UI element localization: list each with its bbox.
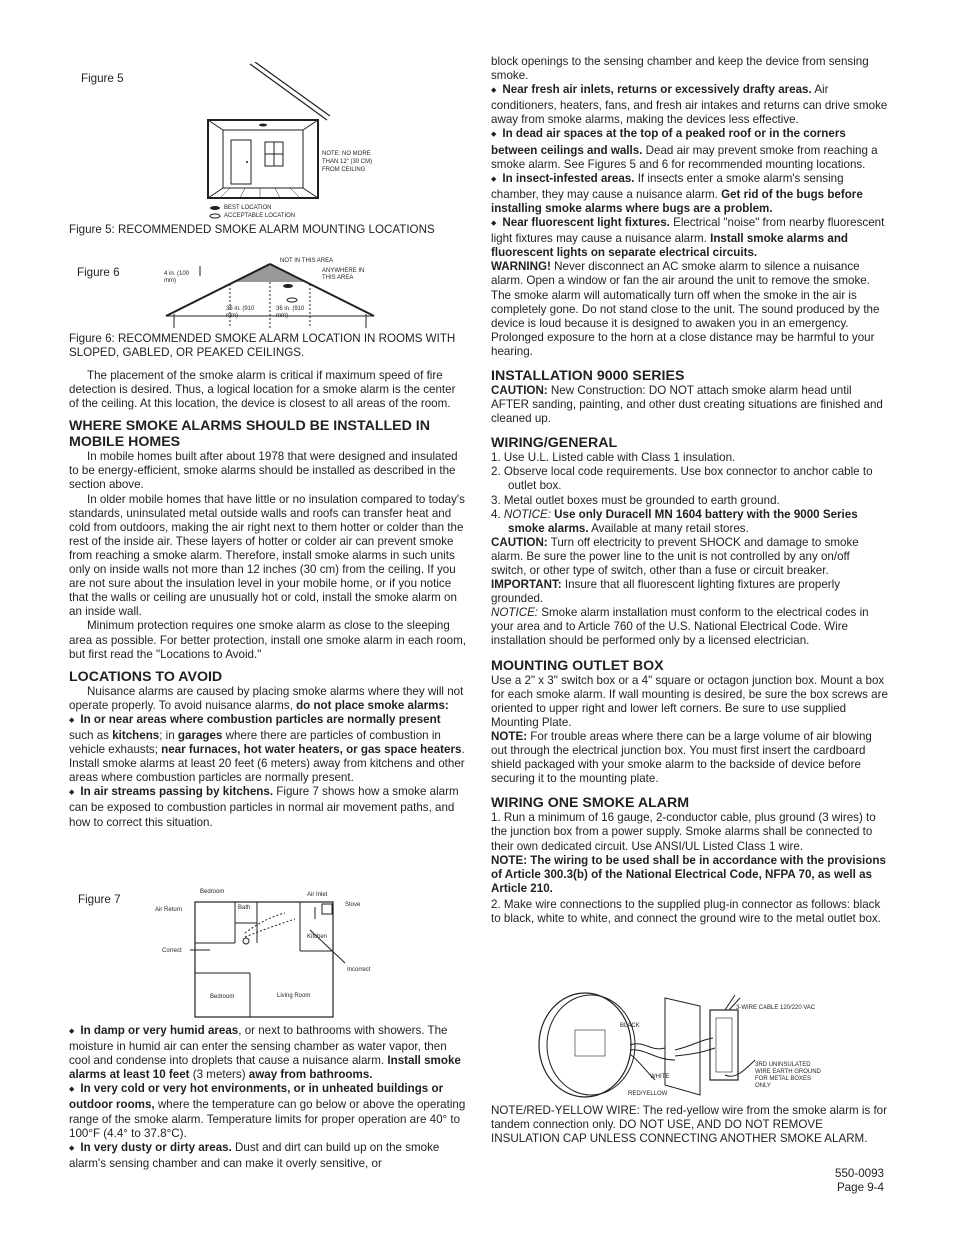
bullet-dead-air: ◆ In dead air spaces at the top of a peaked roof or in the corners between ceilings and walls. Dead air may prevent smoke from reaching a smoke alarm. See Figures 5 and 6 for recommended mounting locations.	[491, 127, 888, 171]
bullet-insects: ◆ In insect-infested areas. If insects enter a smoke alarm's sensing chamber, they may cause a nuisance alarm. Get rid of the bugs before installing smoke alarms where bugs are a problem.	[491, 172, 888, 216]
avoid-paragraph: Nuisance alarms are caused by placing smoke alarms where they will not operate properly. To avoid nuisance alarms, do not place smoke alarms:	[69, 684, 464, 712]
left-body-top	[69, 369, 467, 830]
dusty-continued: block openings to the sensing chamber and keep the device from sensing smoke.	[491, 55, 869, 83]
red-yellow-note: NOTE/RED-YELLOW WIRE: The red-yellow wire from the smoke alarm is for tandem connection only. DO NOT USE, AND DO NOT REMOVE INSULATION CAP UNLESS CONNECTING ANOTHER SMOKE ALARM.	[491, 1104, 887, 1146]
bullet-temperature: ◆ In very cold or very hot environments, or in unheated buildings or outdoor rooms, where the temperature can go below or above the operating range of the smoke alarm. Temperature limits for proper operation are 40° to 100°F (4.4° to 37.8°C).	[69, 1082, 467, 1140]
wiring-label-cable: 3-WIRE CABLE 120/220 VAC	[736, 1005, 816, 1011]
figure-6-label: Figure 6	[77, 266, 120, 279]
mobile-paragraph-2: In older mobile homes that have little or no insulation compared to today's standards, uninsulated metal outside walls and roofs can transfer heat and cold from outdoors, making the air right next to them hotter or colder than the rest of the inside air. These layers of hotter or colder air can prevent smoke from reaching a smoke alarm. Therefore, install smoke alarms in such units only on inside walls not more than 12 inches (30 cm) from the ceiling. If you are not sure about the insulation level in your mobile home, or if you notice that the walls or ceiling are unusually hot or cold, install the smoke alarm on an inside wall.	[69, 492, 465, 619]
wiring-list	[491, 451, 888, 536]
mounting-note: NOTE: For trouble areas where there can be a large volume of air blowing out through the electrical junction box. You must first insert the cardboard shield packaged with your smoke alarm to the backside of device before securing it to the mounting plate.	[491, 729, 872, 786]
figure-6-not-in-area: NOT IN THIS AREA	[280, 258, 334, 264]
bullet-dusty: ◆ In very dusty or dirty areas. Dust and dirt can build up on the smoke alarm's sensing chamber and can make it overly sensitive, or	[69, 1141, 467, 1171]
figure-5-caption: Figure 5: RECOMMENDED SMOKE ALARM MOUNTING LOCATIONS	[69, 223, 435, 236]
figure-5-acceptable-label: ACCEPTABLE LOCATION	[224, 213, 296, 219]
locations-to-avoid-heading: LOCATIONS TO AVOID	[69, 668, 223, 685]
warning-paragraph: WARNING! Never disconnect an AC smoke alarm to silence a nuisance alarm. Open a window or fan the air around the unit to remove the smoke. The smoke alarm will automatically turn off when the smoke in the air is completely gone. Do not stand close to the unit. The sound produced by the device is loud because it is designed to awaken you in an emergency. Prolonged exposure to the horn at a close distance may be harmful to your hearing.	[491, 260, 880, 358]
figure-7-stove: Stove	[345, 902, 361, 908]
wiring-label-white: WHITE	[650, 1074, 670, 1080]
wiring-item-4: 4. NOTICE: Use only Duracell MN 1604 battery with the 9000 Series smoke alarms. Available at many retail stores.	[491, 507, 858, 535]
wiring-item-1: 1. Use U.L. Listed cable with Class 1 insulation.	[491, 451, 736, 465]
figure-6-anywhere: ANYWHERE IN THIS AREA	[322, 268, 365, 281]
wiring-one-heading: WIRING ONE SMOKE ALARM	[491, 795, 690, 812]
installation-heading: INSTALLATION 9000 SERIES	[491, 367, 685, 384]
bullet-fresh-air: ◆ Near fresh air inlets, returns or excessively drafty areas. Air conditioners, heaters, fans, and fresh air intakes and returns can drive smoke away from smoke alarms, making the devices less effective.	[491, 83, 888, 127]
caution-electricity: CAUTION: Turn off electricity to prevent SHOCK and damage to smoke alarm. Be sure the power line to the unit is not controlled by any on/off switch, or other type of switch, other than a fuse or circuit breaker.	[491, 535, 859, 577]
figure-6-36in-right: 36 in. (910 mm)	[276, 306, 305, 319]
mounting-paragraph: Use a 2" x 3" switch box or a 4" square or octagon junction box. Mount a box for each smoke alarm. If wall mounting is desired, be sure the box screws are oriented to upper right and lower left corners. Be sure to use supplied Mounting Plate.	[491, 673, 888, 729]
right-body-top	[491, 55, 888, 926]
mobile-paragraph-3: Minimum protection requires one smoke alarm as close to the sleeping area as possible. For better protection, install one smoke alarm in each room, but first read the "Locations to Avoid."	[69, 619, 466, 661]
bullet-humid: ◆ In damp or very humid areas, or next to bathrooms with showers. The moisture in humid air can enter the sensing chamber as water vapor, then cool and condense into droplets that cause a nuisance alarm. Install smoke alarms at least 10 feet (3 meters) away from bathrooms.	[69, 1024, 467, 1082]
page-number: Page 9-4	[836, 1181, 884, 1194]
placement-paragraph: The placement of the smoke alarm is critical if maximum speed of fire detection is desired. Thus, a logical location for a smoke alarm is the center of the ceiling. At this location, the device is closest to all areas of the room.	[69, 369, 456, 411]
mounting-outlet-heading: MOUNTING OUTLET BOX	[491, 657, 664, 674]
mobile-paragraph-1: In mobile homes built after about 1978 that were designed and insulated to be energy-efficient, smoke alarms should be installed as described in the section above.	[69, 450, 458, 492]
mobile-homes-heading: WHERE SMOKE ALARMS SHOULD BE INSTALLED IN MOBILE HOMES	[69, 418, 430, 451]
document-code: 550-0093	[835, 1167, 884, 1180]
wiring-one-note: NOTE: The wiring to be used shall be in accordance with the provisions of Article 300.3(b) of the National Electrical Code, NFPA 70, as well as Article 210.	[491, 853, 886, 895]
important-paragraph: IMPORTANT: Insure that all fluorescent lighting fixtures are properly grounded.	[491, 578, 841, 606]
figure-7-label: Figure 7	[78, 893, 121, 906]
notice-paragraph: NOTICE: Smoke alarm installation must conform to the electrical codes in your area and to Article 760 of the U.S. National Electrical Code. Wire installation should be performed only by a licensed electrician.	[491, 606, 869, 648]
wiring-label-ground: 3RD UNINSULATED WIRE EARTH GROUND FOR METAL BOXES ONLY	[755, 1062, 821, 1089]
figure-7-bedroom-bottom: Bedroom	[210, 994, 235, 1000]
bullet-combustion: ◆ In or near areas where combustion particles are normally present such as kitchens; in garages where there are particles of combustion in vehicle exhausts; near furnaces, hot water heaters, or gas space heaters. Install smoke alarms at least 20 feet (6 meters) away from kitchens and other areas where combustion particles are normally present.	[69, 713, 467, 785]
footer	[835, 1167, 884, 1195]
figure-7-bath: Bath	[238, 905, 251, 911]
figure-7-air-inlet: Air Inlet	[307, 892, 328, 898]
figure-6-caption: Figure 6: RECOMMENDED SMOKE ALARM LOCATION IN ROOMS WITH SLOPED, GABLED, OR PEAKED CEILINGS.	[69, 332, 456, 360]
caution-construction: CAUTION: New Construction: DO NOT attach smoke alarm head until AFTER sanding, painting, and other dust creating situations are finished and cleaned up.	[491, 383, 883, 426]
figure-7-kitchen: Kitchen	[307, 934, 328, 940]
figure-7-air-return: Air Return	[155, 907, 183, 913]
wiring-label-red-yellow: RED/YELLOW	[628, 1091, 668, 1097]
wiring-one-step-2: 2. Make wire connections to the supplied plug-in connector as follows: black to black, white to white, and connect the ground wire to the metal outlet box.	[491, 897, 881, 925]
figure-5-best-label: BEST LOCATION	[224, 205, 272, 211]
wiring-one-step-1: 1. Run a minimum of 16 gauge, 2-conductor cable, plus ground (3 wires) to the junction box from a power supply. Smoke alarms shall be connected to their own dedicated circuit. Use ANSI/UL Listed Class 1 wire.	[491, 811, 876, 853]
bullet-fluorescent: ◆ Near fluorescent light fixtures. Electrical "noise" from nearby fluorescent light fixtures may cause a nuisance alarm. Install smoke alarms and fluorescent lights on separate electrical circuits.	[491, 216, 888, 260]
figure-7-correct: Correct	[162, 948, 182, 954]
wiring-general-heading: WIRING/GENERAL	[491, 435, 618, 452]
figure-6-36in-left: 36 in. (910 mm)	[226, 306, 255, 319]
figure-7-bedroom-top: Bedroom	[200, 889, 225, 895]
wiring-item-3: 3. Metal outlet boxes must be grounded to earth ground.	[491, 493, 780, 507]
bullet-air-streams: ◆ In air streams passing by kitchens. Figure 7 shows how a smoke alarm can be exposed to combustion particles in normal air movement paths, and how to correct this situation.	[69, 785, 467, 829]
left-body-bottom	[69, 1024, 467, 1171]
figure-6-4in: 4 in. (100 mm)	[164, 271, 190, 284]
figure-5-room-diagram	[205, 62, 395, 222]
wiring-item-2: 2. Observe local code requirements. Use box connector to anchor cable to outlet box.	[491, 465, 873, 493]
wiring-label-black: BLACK	[620, 1023, 640, 1029]
figure-7-living-room: Living Room	[277, 993, 311, 999]
figure-7-incorrect: Incorrect	[347, 967, 371, 973]
figure-5-label: Figure 5	[81, 72, 124, 85]
figure-5-note: NOTE: NO MORE THAN 12" (30 CM) FROM CEILING	[322, 151, 373, 173]
